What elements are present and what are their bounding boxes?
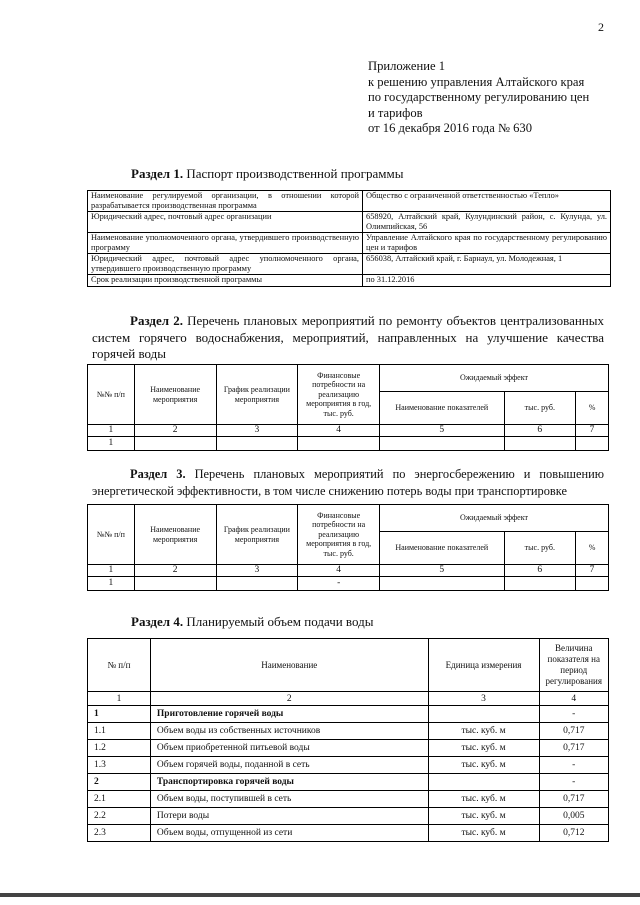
header-cell: % — [576, 532, 609, 565]
header-cell: Наименование мероприятия — [134, 365, 216, 425]
table-row — [88, 808, 609, 825]
table-cell: 6 — [504, 565, 576, 577]
table-row — [88, 723, 609, 740]
table-cell: - — [298, 577, 380, 591]
header-cell: тыс. руб. — [504, 392, 576, 425]
table-cell: 0,005 — [539, 808, 609, 825]
table-cell: 4 — [298, 565, 380, 577]
table-cell: тыс. куб. м — [428, 740, 539, 757]
row-number: 2 — [94, 777, 99, 787]
table-row — [88, 565, 609, 577]
table-cell: 0,717 — [539, 723, 609, 740]
table-row — [88, 254, 611, 275]
table-cell: 0,717 — [539, 740, 609, 757]
table-cell: тыс. куб. м — [428, 791, 539, 808]
table-cell: тыс. куб. м — [428, 757, 539, 774]
header-cell: Наименование показателей — [380, 532, 504, 565]
section2-heading — [92, 313, 604, 363]
energy-measures-table — [87, 504, 609, 591]
table-cell: 7 — [576, 565, 609, 577]
table-cell — [216, 437, 298, 451]
table-cell — [504, 437, 576, 451]
table-cell — [380, 577, 504, 591]
table-header-row — [88, 365, 609, 392]
header-cell: Величина показателя на период регулирования — [539, 639, 609, 692]
section-label: Раздел 2. — [130, 313, 183, 328]
appendix-line: Приложение 1 — [368, 59, 446, 73]
table-row — [88, 740, 609, 757]
table-row — [88, 692, 609, 706]
table-row — [88, 706, 609, 723]
appendix-line: и тарифов — [368, 105, 423, 120]
table-row — [88, 437, 609, 451]
section-label: Раздел 4. — [131, 614, 184, 629]
header-cell: Наименование мероприятия — [134, 505, 216, 565]
table-cell: 2 — [134, 425, 216, 437]
table-cell: 4 — [298, 425, 380, 437]
table-cell: по 31.12.2016 — [363, 275, 611, 287]
table-cell: 1 — [88, 437, 135, 451]
table-cell: 2.3 — [88, 825, 151, 842]
section-label: Раздел 1. — [131, 166, 184, 181]
row-name: Транспортировка горячей воды — [156, 777, 294, 787]
table-cell — [88, 706, 151, 723]
header-cell: Единица измерения — [428, 639, 539, 692]
table-cell: 656038, Алтайский край, г. Барнаул, ул. Молодежная, 1 — [363, 254, 611, 275]
table-cell: 0,712 — [539, 825, 609, 842]
table-cell — [134, 437, 216, 451]
table-cell: 3 — [216, 425, 298, 437]
table-row — [88, 774, 609, 791]
table-cell: 1.2 — [88, 740, 151, 757]
header-cell: Наименование — [150, 639, 428, 692]
table-cell: 5 — [380, 425, 504, 437]
table-cell: Срок реализации производственной программы — [88, 275, 363, 287]
table-cell — [216, 577, 298, 591]
table-cell: 1 — [88, 565, 135, 577]
table-cell: Юридический адрес, почтовый адрес уполномоченного органа, утвердившего производственную программу — [88, 254, 363, 275]
repair-measures-table — [87, 364, 609, 451]
section3-heading — [92, 466, 604, 499]
table-cell: 4 — [539, 692, 609, 706]
header-cell: №№ п/п — [88, 505, 135, 565]
table-row — [88, 757, 609, 774]
table-cell: 1.3 — [88, 757, 151, 774]
table-cell: 5 — [380, 565, 504, 577]
table-cell: 1 — [88, 692, 151, 706]
header-cell: Ожидаемый эффект — [380, 365, 609, 392]
header-cell: тыс. руб. — [504, 532, 576, 565]
table-cell — [428, 774, 539, 791]
table-cell: Наименование регулируемой организации, в отношении которой разрабатывается производственная программа — [88, 191, 363, 212]
table-cell — [380, 437, 504, 451]
table-cell — [134, 577, 216, 591]
table-cell: 658920, Алтайский край, Кулундинский район, с. Кулунда, ул. Олимпийская, 56 — [363, 212, 611, 233]
table-cell: - — [539, 757, 609, 774]
table-header-row — [88, 505, 609, 532]
header-cell: Финансовые потребности на реализацию мероприятия в год, тыс. руб. — [298, 505, 380, 565]
table-cell — [576, 577, 609, 591]
table-cell: 3 — [216, 565, 298, 577]
table-cell — [88, 774, 151, 791]
section-title: Перечень плановых мероприятий по ремонту объектов централизованных систем горячего водоснабжения, мероприятий, направленных на улучшение качества горячей воды — [92, 313, 604, 361]
header-cell: Ожидаемый эффект — [380, 505, 609, 532]
row-number: 1 — [94, 709, 99, 719]
table-cell: тыс. куб. м — [428, 808, 539, 825]
table-cell: Объем приобретенной питьевой воды — [150, 740, 428, 757]
table-cell — [428, 706, 539, 723]
table-cell: 7 — [576, 425, 609, 437]
table-cell: 0,717 — [539, 791, 609, 808]
header-cell: Наименование показателей — [380, 392, 504, 425]
table-cell — [298, 437, 380, 451]
table-cell: Объем воды, поступившей в сеть — [150, 791, 428, 808]
table-cell — [576, 437, 609, 451]
table-cell: 1.1 — [88, 723, 151, 740]
table-cell: Объем воды, отпущенной из сети — [150, 825, 428, 842]
table-cell: 2 — [150, 692, 428, 706]
table-cell: 1 — [88, 425, 135, 437]
table-row — [88, 212, 611, 233]
header-cell: % — [576, 392, 609, 425]
table-cell: тыс. куб. м — [428, 723, 539, 740]
page-number: 2 — [598, 20, 604, 34]
table-row — [88, 425, 609, 437]
header-cell: График реализации мероприятия — [216, 365, 298, 425]
appendix-line: от 16 декабря 2016 года № 630 — [368, 121, 533, 136]
table-row — [88, 275, 611, 287]
table-row — [88, 577, 609, 591]
appendix-line: к решению управления Алтайского края — [368, 74, 585, 89]
header-cell: № п/п — [88, 639, 151, 692]
table-row — [88, 191, 611, 212]
table-cell — [150, 774, 428, 791]
table-cell: тыс. куб. м — [428, 825, 539, 842]
table-cell: 6 — [504, 425, 576, 437]
table-cell: Юридический адрес, почтовый адрес организации — [88, 212, 363, 233]
table-cell — [150, 706, 428, 723]
scan-edge-line — [0, 893, 640, 897]
table-cell: 1 — [88, 577, 135, 591]
table-cell: Объем горячей воды, поданной в сеть — [150, 757, 428, 774]
table-cell: 3 — [428, 692, 539, 706]
table-cell: Общество с ограниченной ответственностью «Тепло» — [363, 191, 611, 212]
table-cell: Наименование уполномоченного органа, утвердившего производственную программу — [88, 233, 363, 254]
table-cell: Управление Алтайского края по государственному регулированию цен и тарифов — [363, 233, 611, 254]
header-cell: Финансовые потребности на реализацию мероприятия в год, тыс. руб. — [298, 365, 380, 425]
section-title: Паспорт производственной программы — [183, 166, 404, 181]
table-cell — [504, 577, 576, 591]
table-cell: Потери воды — [150, 808, 428, 825]
table-row — [88, 791, 609, 808]
section1-heading — [131, 166, 403, 182]
header-cell: График реализации мероприятия — [216, 505, 298, 565]
table-cell: Объем воды из собственных источников — [150, 723, 428, 740]
row-name: Приготовление горячей воды — [156, 709, 284, 719]
section4-heading — [131, 614, 373, 630]
table-header-row — [88, 639, 609, 692]
table-row — [88, 233, 611, 254]
section-title: Планируемый объем подачи воды — [183, 614, 374, 629]
header-cell: №№ п/п — [88, 365, 135, 425]
appendix-block — [368, 59, 589, 137]
water-volume-table — [87, 638, 609, 842]
section-label: Раздел 3. — [130, 467, 186, 481]
table-cell: 2 — [134, 565, 216, 577]
passport-table — [87, 190, 611, 287]
table-cell: - — [539, 774, 609, 791]
table-cell: - — [539, 706, 609, 723]
appendix-line: по государственному регулированию цен — [368, 90, 590, 105]
table-cell: 2.1 — [88, 791, 151, 808]
table-row — [88, 825, 609, 842]
section-title: Перечень плановых мероприятий по энергосбережению и повышению энергетической эффективности, в том числе снижению потерь воды при транспортировке — [92, 467, 604, 498]
table-cell: 2.2 — [88, 808, 151, 825]
